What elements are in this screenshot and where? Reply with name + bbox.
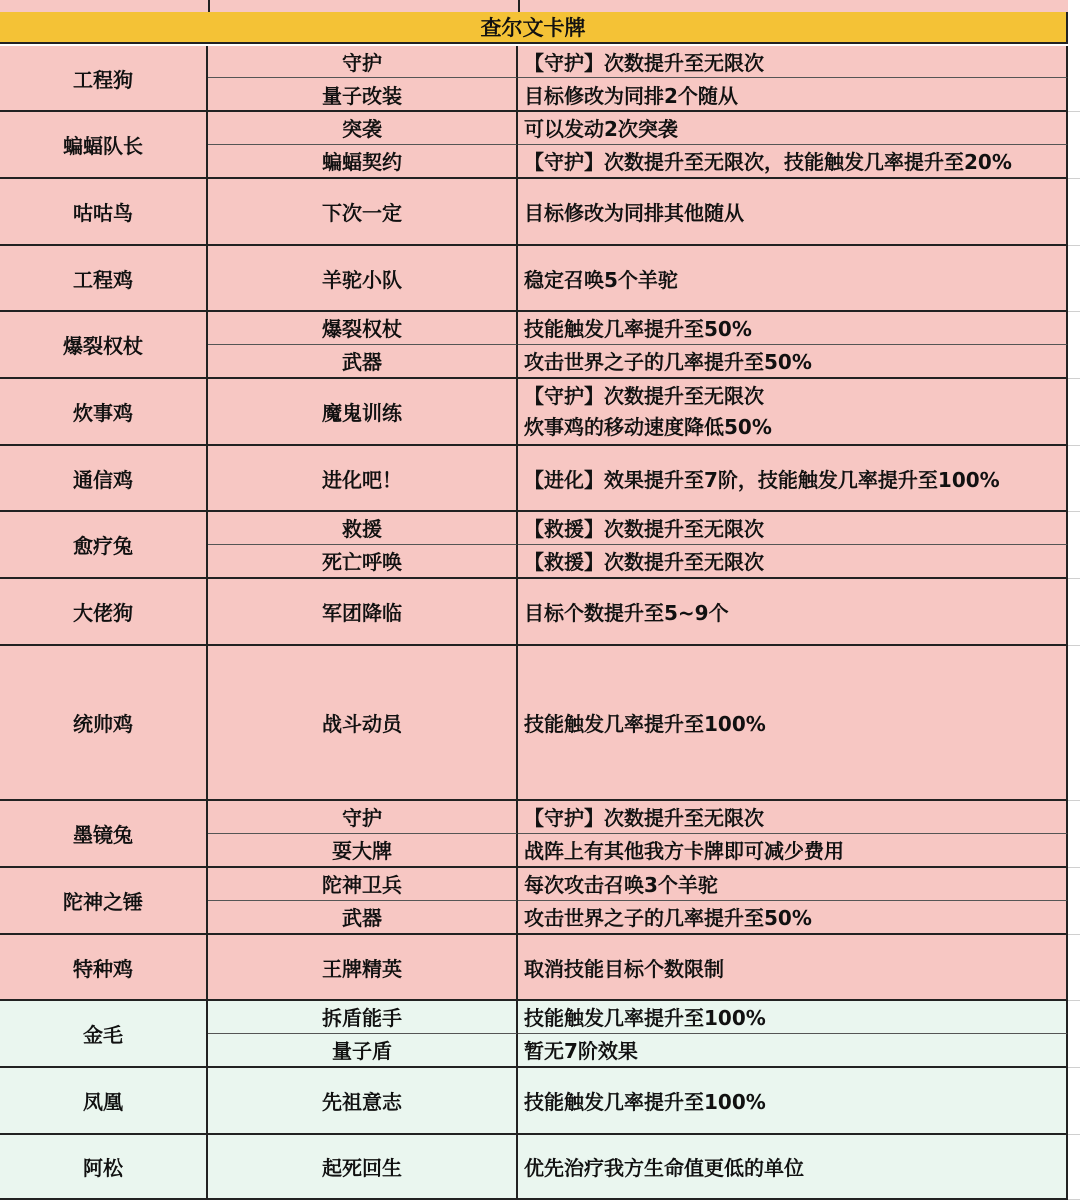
card-group <box>0 868 1068 935</box>
skill-effect-cell[interactable] <box>518 646 1068 799</box>
gridline <box>1068 934 1080 935</box>
effect-text-line: 优先治疗我方生命值更低的单位 <box>524 1156 804 1180</box>
card-name-cell[interactable]: 阿松 <box>0 1135 208 1198</box>
card-group <box>0 1135 1068 1200</box>
card-name-cell[interactable]: 愈疗兔 <box>0 512 208 577</box>
skill-name-cell[interactable]: 羊驼小队 <box>208 246 518 310</box>
skill-name-cell[interactable]: 守护 <box>208 46 518 78</box>
effect-text-line: 炊事鸡的移动速度降低50% <box>524 414 772 439</box>
skill-effect-cell[interactable] <box>518 545 1068 578</box>
card-name-cell[interactable]: 工程鸡 <box>0 246 208 310</box>
card-group <box>0 246 1068 312</box>
effect-text-line: 战阵上有其他我方卡牌即可减少费用 <box>524 839 844 864</box>
skill-effect-cell[interactable] <box>518 868 1068 901</box>
skill-effect-cell[interactable] <box>518 179 1068 244</box>
effect-text-line: 技能触发几率提升至50% <box>524 317 752 342</box>
card-group <box>0 1001 1068 1068</box>
card-name-cell[interactable]: 墨镜兔 <box>0 801 208 866</box>
card-name-cell[interactable]: 咕咕鸟 <box>0 179 208 244</box>
gridline <box>1068 645 1080 646</box>
skill-effect-cell[interactable] <box>518 46 1068 78</box>
skill-name-cell[interactable]: 量子改装 <box>208 78 518 110</box>
skill-effect-cell[interactable] <box>518 379 1068 444</box>
effect-text-line: 稳定召唤5个羊驼 <box>524 267 678 292</box>
effect-text-line: 【救援】次数提升至无限次 <box>524 550 764 575</box>
effect-text-line: 【救援】次数提升至无限次 <box>524 517 764 542</box>
effect-text-line: 技能触发几率提升至100% <box>524 1090 766 1114</box>
skill-name-cell[interactable]: 起死回生 <box>208 1135 518 1198</box>
card-group <box>0 579 1068 646</box>
skill-name-cell[interactable]: 下次一定 <box>208 179 518 244</box>
sheet-gridlines <box>1068 0 1080 1203</box>
skill-name-cell[interactable]: 死亡呼唤 <box>208 545 518 578</box>
card-group <box>0 379 1068 446</box>
card-name-cell[interactable]: 大佬狗 <box>0 579 208 644</box>
effect-text-line: 【守护】次数提升至无限次 <box>524 51 764 75</box>
gridline <box>1068 111 1080 112</box>
card-name-cell[interactable]: 金毛 <box>0 1001 208 1066</box>
skill-effect-cell[interactable] <box>518 1135 1068 1198</box>
card-name-cell[interactable]: 炊事鸡 <box>0 379 208 444</box>
effect-text-line: 【守护】次数提升至无限次 <box>524 806 764 831</box>
skill-effect-cell[interactable] <box>518 1068 1068 1133</box>
gridline <box>1068 867 1080 868</box>
card-group <box>0 1068 1068 1135</box>
effect-text-line: 技能触发几率提升至100% <box>524 712 766 736</box>
effect-text-line: 技能触发几率提升至100% <box>524 1006 766 1031</box>
skill-name-cell[interactable]: 爆裂权杖 <box>208 312 518 345</box>
effect-text-line: 【进化】效果提升至7阶，技能触发几率提升至100% <box>524 467 1000 492</box>
skill-effect-cell[interactable] <box>518 579 1068 644</box>
gridline <box>1068 378 1080 379</box>
card-name-cell[interactable]: 陀神之锤 <box>0 868 208 933</box>
skill-name-cell[interactable]: 量子盾 <box>208 1034 518 1067</box>
skill-effect-cell[interactable] <box>518 345 1068 378</box>
table-body <box>0 46 1068 1200</box>
effect-text-line: 暂无7阶效果 <box>524 1039 638 1064</box>
card-group <box>0 446 1068 512</box>
effect-text-line: 目标个数提升至5~9个 <box>524 601 729 625</box>
card-group <box>0 935 1068 1001</box>
skill-effect-cell[interactable] <box>518 901 1068 934</box>
card-group <box>0 801 1068 868</box>
effect-text-line: 可以发动2次突袭 <box>524 117 678 142</box>
card-group <box>0 46 1068 112</box>
skill-effect-cell[interactable] <box>518 78 1068 110</box>
skill-name-cell[interactable]: 拆盾能手 <box>208 1001 518 1034</box>
skill-effect-cell[interactable] <box>518 446 1068 510</box>
skill-name-cell[interactable]: 军团降临 <box>208 579 518 644</box>
gridline <box>1068 1199 1080 1200</box>
skill-effect-cell[interactable] <box>518 145 1068 178</box>
skill-name-cell[interactable]: 武器 <box>208 345 518 378</box>
gridline <box>1068 311 1080 312</box>
effect-text-line: 【守护】次数提升至无限次 <box>524 383 764 408</box>
card-group <box>0 512 1068 579</box>
skill-effect-cell[interactable] <box>518 112 1068 145</box>
effect-text-line: 每次攻击召唤3个羊驼 <box>524 873 718 898</box>
skill-name-cell[interactable]: 耍大牌 <box>208 834 518 867</box>
gridline <box>1068 245 1080 246</box>
skill-name-cell[interactable]: 陀神卫兵 <box>208 868 518 901</box>
effect-text-line: 【守护】次数提升至无限次，技能触发几率提升至20% <box>524 150 1012 175</box>
card-group <box>0 179 1068 246</box>
skill-name-cell[interactable]: 先祖意志 <box>208 1068 518 1133</box>
table-title[interactable]: 查尔文卡牌 <box>0 12 1068 44</box>
skill-name-cell[interactable]: 魔鬼训练 <box>208 379 518 444</box>
card-name-cell[interactable]: 特种鸡 <box>0 935 208 999</box>
gridline <box>1068 511 1080 512</box>
gridline <box>1068 445 1080 446</box>
card-group <box>0 312 1068 379</box>
card-name-cell[interactable]: 蝙蝠队长 <box>0 112 208 177</box>
skill-name-cell[interactable]: 守护 <box>208 801 518 834</box>
skill-effect-cell[interactable] <box>518 512 1068 545</box>
gridline <box>1068 578 1080 579</box>
skill-name-cell[interactable]: 武器 <box>208 901 518 934</box>
skill-effect-cell[interactable] <box>518 801 1068 834</box>
skill-effect-cell[interactable] <box>518 312 1068 345</box>
skill-name-cell[interactable]: 突袭 <box>208 112 518 145</box>
card-name-cell[interactable]: 统帅鸡 <box>0 646 208 799</box>
card-group <box>0 646 1068 801</box>
skill-effect-cell[interactable] <box>518 1034 1068 1067</box>
card-group <box>0 112 1068 179</box>
gridline <box>1068 1134 1080 1135</box>
column-divider <box>208 0 210 12</box>
skill-effect-cell[interactable] <box>518 834 1068 867</box>
effect-text-line: 取消技能目标个数限制 <box>524 956 724 981</box>
card-name-cell[interactable]: 爆裂权杖 <box>0 312 208 377</box>
skill-name-cell[interactable]: 蝙蝠契约 <box>208 145 518 178</box>
gridline <box>1068 178 1080 179</box>
card-name-cell[interactable]: 凤凰 <box>0 1068 208 1133</box>
gridline <box>1068 1067 1080 1068</box>
skill-name-cell[interactable]: 进化吧！ <box>208 446 518 510</box>
skill-name-cell[interactable]: 王牌精英 <box>208 935 518 999</box>
skill-name-cell[interactable]: 救援 <box>208 512 518 545</box>
skill-effect-cell[interactable] <box>518 1001 1068 1034</box>
gridline <box>1068 1000 1080 1001</box>
skill-name-cell[interactable]: 战斗动员 <box>208 646 518 799</box>
effect-text-line: 目标修改为同排其他随从 <box>524 201 744 225</box>
effect-text-line: 目标修改为同排2个随从 <box>524 83 738 108</box>
effect-text-line: 攻击世界之子的几率提升至50% <box>524 906 812 931</box>
gridline <box>1068 800 1080 801</box>
skill-effect-cell[interactable] <box>518 246 1068 310</box>
card-name-cell[interactable]: 工程狗 <box>0 46 208 110</box>
effect-text-line: 攻击世界之子的几率提升至50% <box>524 350 812 375</box>
card-name-cell[interactable]: 通信鸡 <box>0 446 208 510</box>
skill-effect-cell[interactable] <box>518 935 1068 999</box>
column-divider <box>518 0 520 12</box>
